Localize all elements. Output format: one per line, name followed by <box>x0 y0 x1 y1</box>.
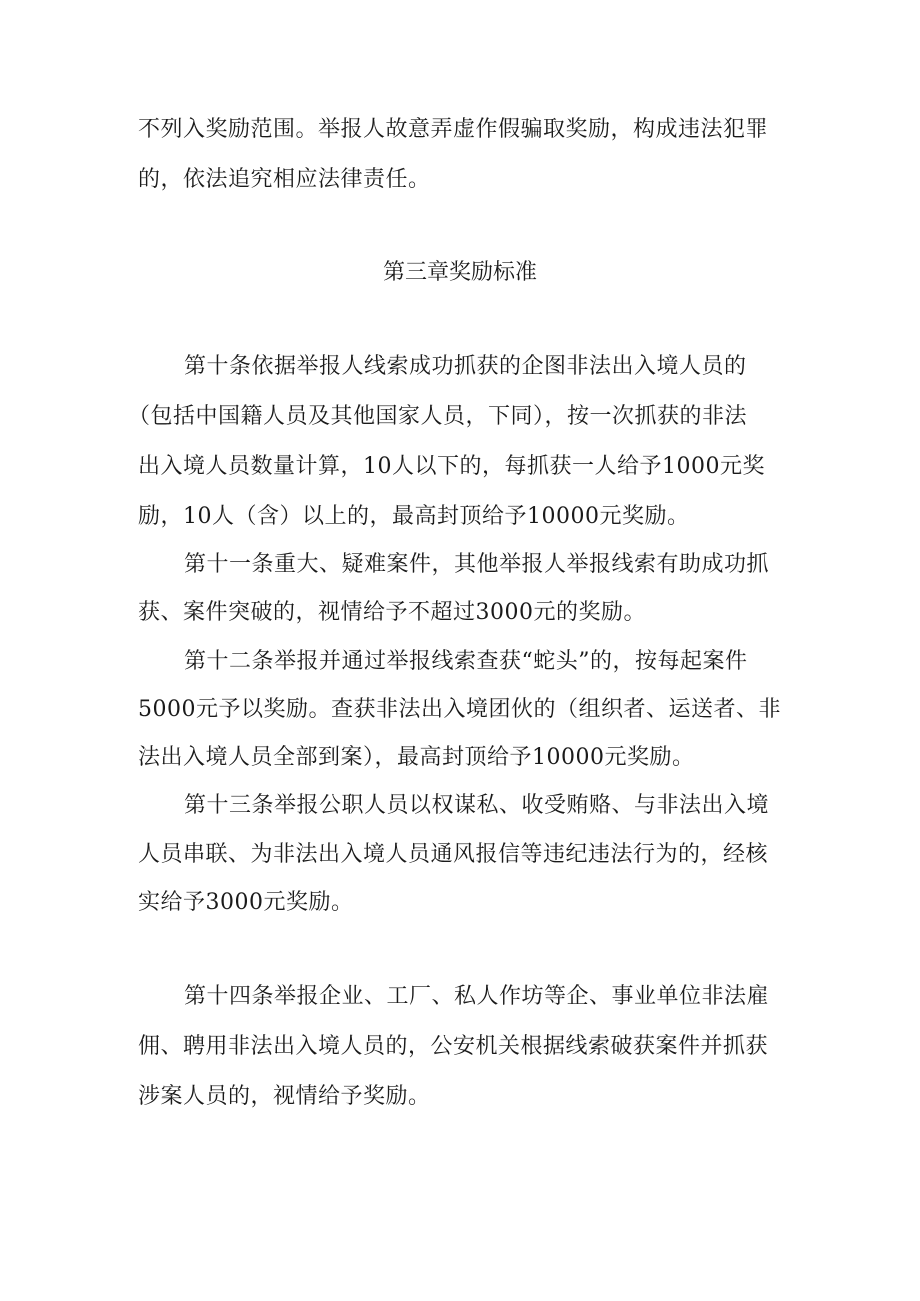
article-13-line-2: 人员串联、为非法出入境人员通风报信等违纪违法行为的，经核 <box>138 842 769 867</box>
article-11-line-2: 获、案件突破的，视情给予不超过3000元的奖励。 <box>138 600 646 625</box>
article-10-line-4: 励，10人（含）以上的，最高封顶给予10000元奖励。 <box>138 504 690 529</box>
article-12-line-2: 5000元予以奖励。查获非法出入境团伙的（组织者、运送者、非 <box>138 697 781 722</box>
article-12-line-3: 法出入境人员全部到案），最高封顶给予10000元奖励。 <box>138 745 695 770</box>
article-11-line-1: 第十一条重大、疑难案件，其他举报人举报线索有助成功抓 <box>184 552 770 577</box>
intro-line-2: 的，依法追究相应法律责任。 <box>138 167 431 192</box>
article-14-line-3: 涉案人员的，视情给予奖励。 <box>138 1084 431 1109</box>
article-10-line-1: 第十条依据举报人线索成功抓获的企图非法出入境人员的 <box>184 354 747 379</box>
article-14-line-1: 第十四条举报企业、工厂、私人作坊等企、事业单位非法雇 <box>184 984 770 1009</box>
article-10-line-2: （包括中国籍人员及其他国家人员，下同），按一次抓获的非法 <box>128 404 748 429</box>
intro-line-1: 不列入奖励范围。举报人故意弄虚作假骗取奖励，构成违法犯罪 <box>138 117 769 142</box>
article-10-line-3: 出入境人员数量计算，10人以下的，每抓获一人给予1000元奖 <box>138 454 765 479</box>
chapter-heading: 第三章奖励标准 <box>382 260 537 285</box>
article-12-line-1: 第十二条举报并通过举报线索查获“蛇头”的，按每起案件 <box>184 649 748 674</box>
article-13-line-1: 第十三条举报公职人员以权谋私、收受贿赂、与非法出入境 <box>184 793 770 818</box>
article-14-line-2: 佣、聘用非法出入境人员的，公安机关根据线索破获案件并抓获 <box>138 1034 769 1059</box>
article-13-line-3: 实给予3000元奖励。 <box>138 890 354 915</box>
